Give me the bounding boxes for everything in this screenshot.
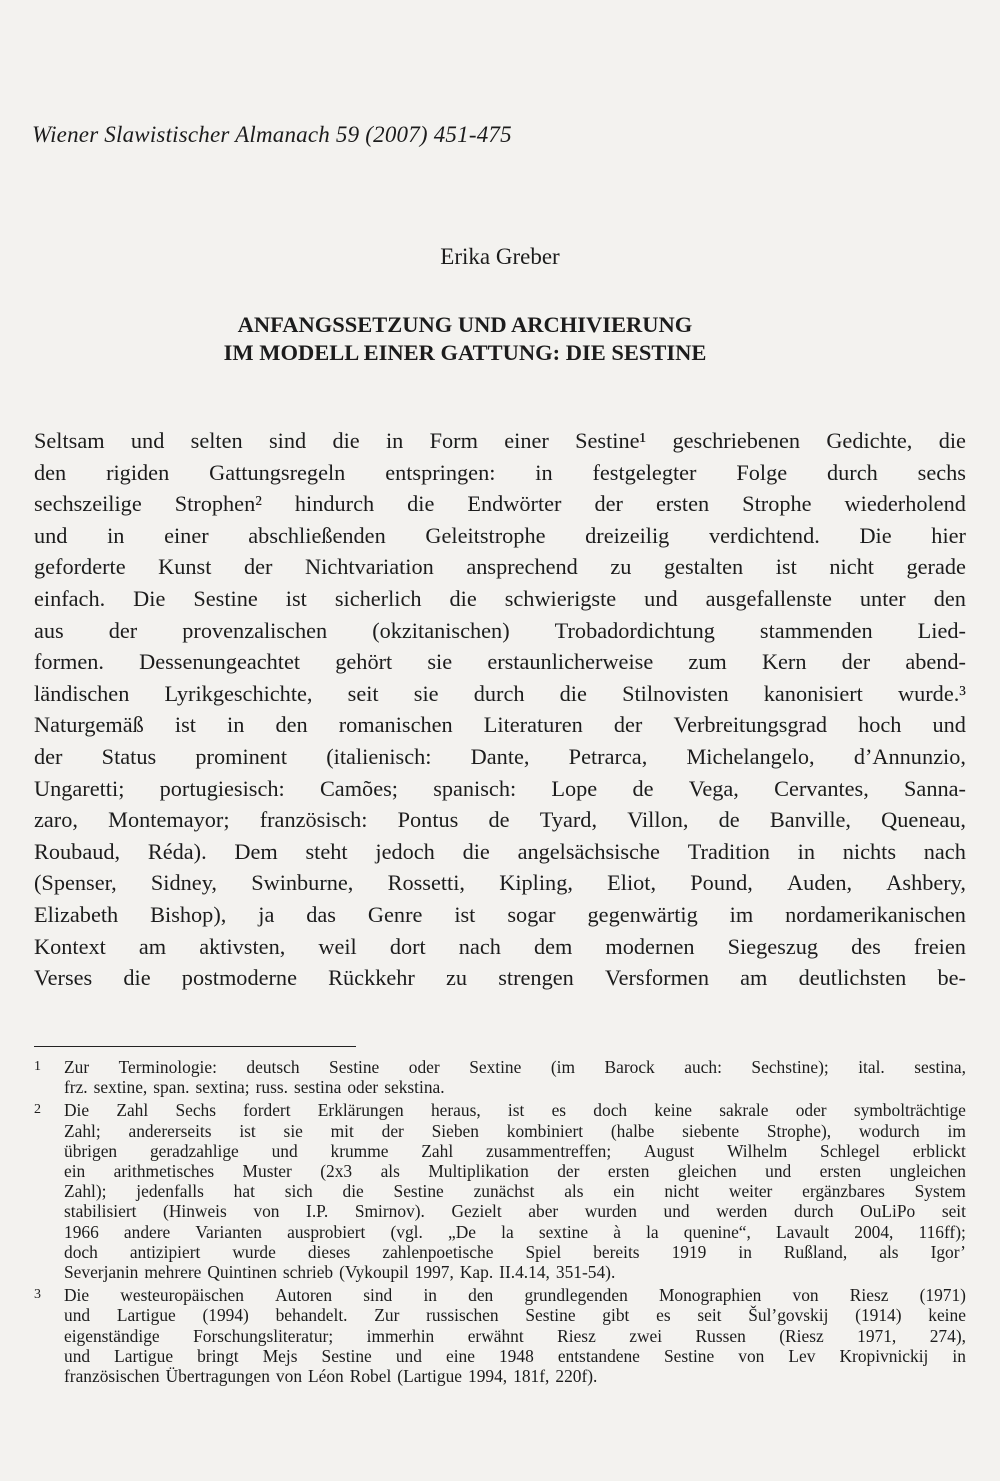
body-line: zaro, Montemayor; französisch: Pontus de Tyard, Villon, de Banville, Queneau, xyxy=(34,807,966,833)
footnote-line: und Lartigue bringt Mejs Sestine und eine 1948 entstandene Sestine von Lev Kropivnickij in xyxy=(64,1345,966,1366)
body-line: einfach. Die Sestine ist sicherlich die schwierigste und ausgefallenste unter den xyxy=(34,585,966,611)
body-line: Seltsam und selten sind die in Form einer Sestine¹ geschriebenen Gedichte, die xyxy=(34,428,966,453)
body-line: Ungaretti; portugiesisch: Camões; spanisch: Lope de Vega, Cervantes, Sanna- xyxy=(34,775,966,801)
footnote xyxy=(34,1100,966,1282)
title-line: IM MODELL EINER GATTUNG: DIE SESTINE xyxy=(223,340,707,365)
footnote-line: eigenständige Forschungsliteratur; immerhin erwähnt Riesz zwei Russen (Riesz 1971, 274), xyxy=(64,1325,966,1346)
footnote-text xyxy=(64,1057,966,1097)
footnote-divider xyxy=(34,1046,356,1047)
footnote-line: Severjanin mehrere Quintinen schrieb (Vykoupil 1997, Kap. II.4.14, 351-54). xyxy=(64,1262,616,1283)
footnote xyxy=(34,1057,966,1097)
footnote xyxy=(34,1285,966,1386)
footnote-line: und Lartigue (1994) behandelt. Zur russischen Sestine gibt es seit Šul’govskij (1914) keine xyxy=(64,1305,966,1326)
article-title xyxy=(0,311,930,367)
title-line: ANFANGSSETZUNG UND ARCHIVIERUNG xyxy=(237,312,693,337)
body-line: Kontext am aktivsten, weil dort nach dem modernen Siegeszug des freien xyxy=(34,933,966,959)
body-line: Roubaud, Réda). Dem steht jedoch die angelsächsische Tradition in nichts nach xyxy=(34,838,966,864)
body-line: und in einer abschließenden Geleitstrophe dreizeilig verdichtend. Die hier xyxy=(34,522,966,548)
footnote-number: 3 xyxy=(34,1287,41,1303)
footnote-line: frz. sextine, span. sextina; russ. sestina oder sekstina. xyxy=(64,1077,445,1098)
footnote-text xyxy=(64,1100,966,1282)
body-line: den rigiden Gattungsregeln entspringen: in festgelegter Folge durch sechs xyxy=(34,459,966,485)
journal-citation: Wiener Slawistischer Almanach 59 (2007) 451-475 xyxy=(32,122,512,147)
footnote-line: Zahl; andererseits ist sie mit der Sieben kombiniert (halbe siebente Strophe), wodurch im xyxy=(64,1120,966,1141)
body-line: ländischen Lyrikgeschichte, seit sie durch die Stilnovisten kanonisiert wurde.³ xyxy=(34,680,966,706)
footnote-number: 2 xyxy=(34,1102,41,1118)
footnote-line: Die westeuropäischen Autoren sind in den grundlegenden Monographien von Riesz (1971) xyxy=(64,1285,966,1306)
body-line: Elizabeth Bishop), ja das Genre ist sogar gegenwärtig im nordamerikanischen xyxy=(34,901,966,927)
footnote-line: Die Zahl Sechs fordert Erklärungen heraus, ist es doch keine sakrale oder symbolträchtige xyxy=(64,1100,966,1121)
body-line: (Spenser, Sidney, Swinburne, Rossetti, Kipling, Eliot, Pound, Auden, Ashbery, xyxy=(34,870,966,896)
footnote-line: ein arithmetisches Muster (2x3 als Multiplikation der ersten gleichen und ersten ungleichen xyxy=(64,1161,966,1182)
body-line: sechszeilige Strophen² hindurch die Endwörter der ersten Strophe wiederholend xyxy=(34,491,966,517)
body-line: Verses die postmoderne Rückkehr zu strengen Versformen am deutlichsten be- xyxy=(34,965,966,991)
body-line: aus der provenzalischen (okzitanischen) Trobadordichtung stammenden Lied- xyxy=(34,617,966,643)
body-paragraph xyxy=(34,425,966,994)
body-line: Naturgemäß ist in den romanischen Literaturen der Verbreitungsgrad hoch und xyxy=(34,712,966,738)
footnote-line: übrigen geradzahlige und krumme Zahl zusammentreffen; August Wilhelm Schlegel erblickt xyxy=(64,1140,966,1161)
footnote-number: 1 xyxy=(34,1059,41,1074)
footnotes xyxy=(34,1057,966,1387)
footnote-line: 1966 andere Varianten ausprobiert (vgl. „De la sextine à la quenine“, Lavault 2004, 116ff); xyxy=(64,1221,966,1242)
body-line: formen. Dessenungeachtet gehört sie erstaunlicherweise zum Kern der abend- xyxy=(34,649,966,675)
footnote-line: doch antizipiert wurde dieses zahlenpoetische Spiel bereits 1919 in Rußland, als Igor’ xyxy=(64,1241,966,1262)
footnote-line: Zahl); jedenfalls hat sich die Sestine zunächst als ein nicht weiter ergänzbares System xyxy=(64,1181,966,1202)
footnote-line: Zur Terminologie: deutsch Sestine oder Sextine (im Barock auch: Sechstine); ital. sestina, xyxy=(64,1057,966,1077)
footnote-text xyxy=(64,1285,966,1386)
footnote-line: französischen Übertragungen von Léon Robel (Lartigue 1994, 181f, 220f). xyxy=(64,1366,598,1387)
footnote-line: stabilisiert (Hinweis von I.P. Smirnov). Gezielt aber wurden und werden durch OuLiPo seit xyxy=(64,1201,966,1222)
body-line: geforderte Kunst der Nichtvariation ansprechend zu gestalten ist nicht gerade xyxy=(34,554,966,580)
author-name: Erika Greber xyxy=(440,244,560,269)
body-line: der Status prominent (italienisch: Dante, Petrarca, Michelangelo, d’Annunzio, xyxy=(34,743,966,769)
